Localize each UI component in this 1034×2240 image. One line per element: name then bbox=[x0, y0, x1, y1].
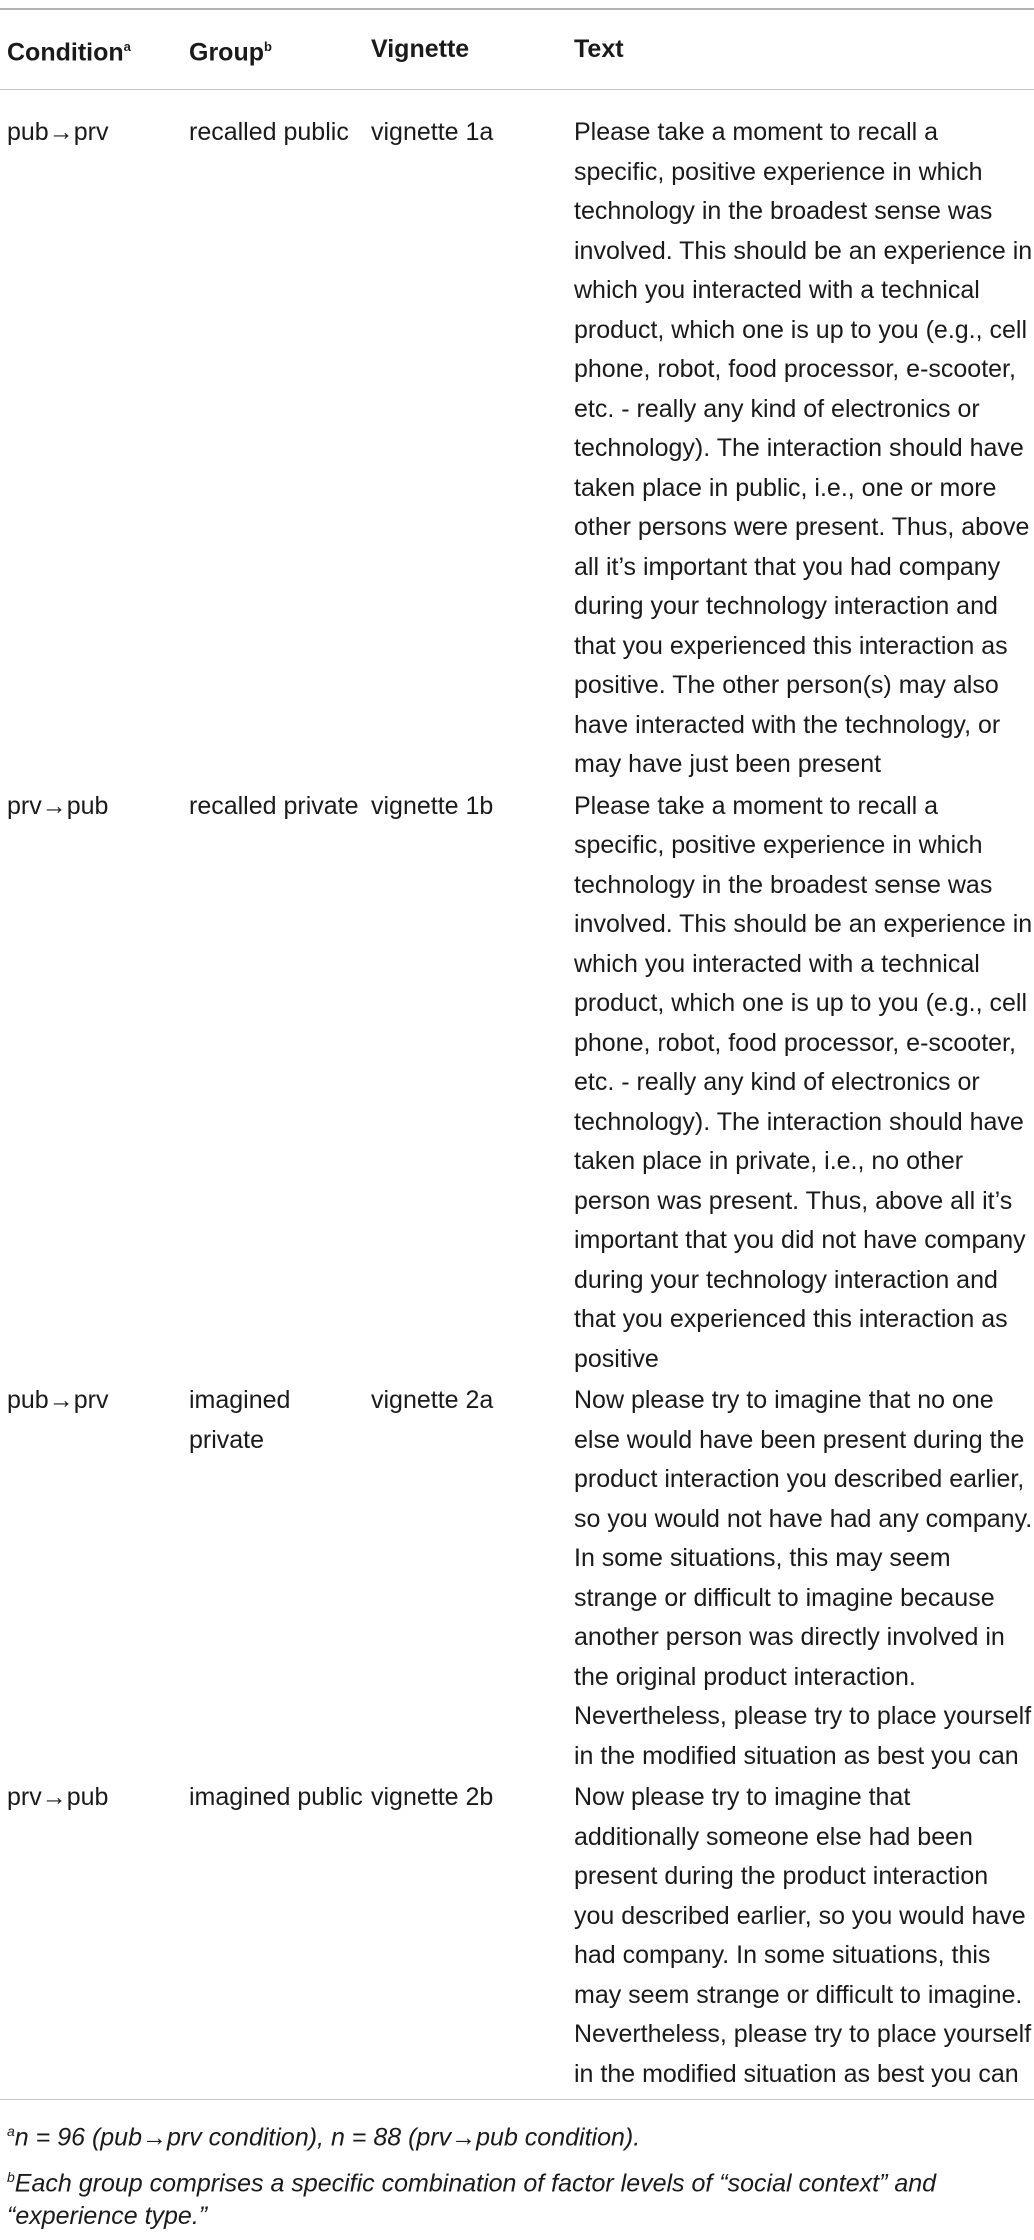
row-group: recalled private bbox=[189, 791, 359, 820]
footnote-b-text: Each group comprises a specific combination of factor levels of “social context” and “experience type.” bbox=[7, 2169, 937, 2230]
header-condition-footnote-marker: a bbox=[123, 38, 131, 54]
header-condition bbox=[0, 27, 189, 73]
footnote-a-text: n = 96 (pub→prv condition), n = 88 (prv→pub condition). bbox=[14, 2123, 641, 2152]
row-condition: pub→prv bbox=[7, 1386, 109, 1414]
table-row bbox=[0, 1379, 1034, 1776]
header-group-footnote-marker: b bbox=[264, 38, 272, 54]
row-vignette: vignette 1a bbox=[371, 118, 494, 146]
header-text: Text bbox=[574, 34, 624, 63]
table-row bbox=[0, 1776, 1034, 2094]
row-group: imagined private bbox=[189, 1386, 291, 1454]
bottom-rule bbox=[0, 2099, 1034, 2100]
header-vignette: Vignette bbox=[371, 34, 470, 63]
row-group: recalled public bbox=[189, 118, 349, 146]
header-group-label: Group bbox=[189, 37, 264, 66]
table-footnotes bbox=[7, 2115, 1027, 2240]
row-text: Please take a moment to recall a specific, positive experience in which technology in the broadest sense was involved. This should be an experience in which you interacted with a technical product, which one is up to you (e.g., cell phone, robot, food processor, e-scooter, etc. - really any kind of electronics or technology). The interaction should have taken place in private, i.e., no other person was present. Thus, above all it’s important that you did not have company during your technology interaction and that you experienced this interaction as positive bbox=[574, 791, 1033, 1373]
row-text: Now please try to imagine that no one else would have been present during the product interaction you described earlier, so you would not have had any company. In some situations, this may seem strange or difficult to imagine because another person was directly involved in the original product interaction. Nevertheless, please try to place yourself in the modified situation as best you can bbox=[574, 1386, 1033, 1770]
bottom-rule-container bbox=[0, 2099, 1034, 2100]
row-vignette: vignette 2b bbox=[371, 1783, 494, 1811]
footnote-a bbox=[7, 2115, 1027, 2153]
footnote-a-marker: a bbox=[7, 2123, 15, 2139]
row-text: Now please try to imagine that additionally someone else had been present during the product interaction you described earlier, so you would have had company. In some situations, this may seem strange or difficult to imagine. Nevertheless, please try to place yourself in the modified situation as best you can bbox=[574, 1783, 1032, 2088]
header-condition-label: Condition bbox=[7, 37, 124, 66]
header-group bbox=[189, 27, 371, 73]
row-condition: pub→prv bbox=[7, 118, 109, 146]
row-group: imagined public bbox=[189, 1783, 363, 1811]
table-row bbox=[0, 111, 1034, 785]
row-vignette: vignette 2a bbox=[371, 1386, 494, 1414]
table-header-row bbox=[0, 10, 1034, 89]
footnote-b-marker: b bbox=[7, 2169, 15, 2186]
table-row bbox=[0, 785, 1034, 1380]
row-vignette: vignette 1b bbox=[371, 791, 494, 820]
row-condition: prv→pub bbox=[7, 791, 109, 820]
footnote-b bbox=[7, 2161, 1027, 2231]
vignette-table bbox=[0, 8, 1034, 2094]
row-condition: prv→pub bbox=[7, 1783, 109, 1811]
row-text: Please take a moment to recall a specific, positive experience in which technology in the broadest sense was involved. This should be an experience in which you interacted with a technical product, which one is up to you (e.g., cell phone, robot, food processor, e-scooter, etc. - really any kind of electronics or technology). The interaction should have taken place in public, i.e., one or more other persons were present. Thus, above all it’s important that you had company during your technology interaction and that you experienced this interaction as positive. The other person(s) may also have interacted with the technology, or may have just been present bbox=[574, 118, 1033, 778]
table-body bbox=[0, 90, 1034, 2094]
